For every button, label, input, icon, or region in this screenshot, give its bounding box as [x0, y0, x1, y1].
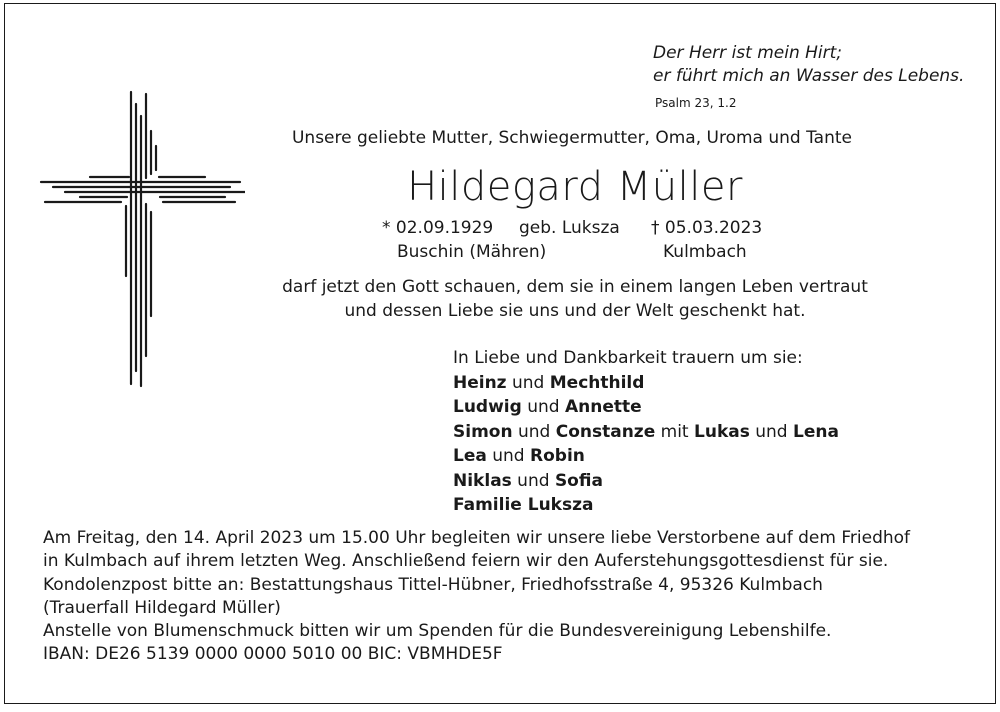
connector: und	[749, 421, 794, 442]
connector: mit	[655, 421, 695, 442]
death-date: † 05.03.2023	[651, 218, 763, 238]
message	[5, 275, 1000, 323]
mourner-name: Familie Luksza	[453, 495, 594, 515]
death-place: Kulmbach	[663, 242, 747, 262]
birth-place: Buschin (Mähren)	[397, 242, 547, 262]
mourner-name: Lena	[793, 421, 839, 442]
connector: und	[506, 372, 550, 393]
connector: und	[486, 446, 530, 466]
mourner-row	[453, 469, 839, 494]
mourner-name: Simon	[453, 421, 513, 442]
footer-line-1: Am Freitag, den 14. April 2023 um 15.00 Uhr begleiten wir unsere liebe Verstorbene auf dem Friedhof	[43, 528, 911, 548]
connector: und	[521, 397, 565, 417]
maiden-name: geb. Luksza	[519, 218, 620, 238]
mourner-name: Constanze	[555, 421, 656, 442]
verse-reference: Psalm 23, 1.2	[655, 96, 737, 110]
message-line-2: und dessen Liebe sie uns und der Welt geschenkt hat.	[344, 301, 806, 321]
mourner-name: Niklas	[453, 470, 512, 491]
mourner-row	[453, 371, 839, 396]
mourner-name: Annette	[564, 397, 642, 417]
mourner-name: Lukas	[694, 421, 750, 442]
mourner-name: Robin	[530, 446, 585, 466]
obituary-notice	[4, 3, 996, 704]
footer-line-5: Anstelle von Blumenschmuck bitten wir um Spenden für die Bundesvereinigung Lebenshilfe.	[43, 621, 832, 642]
footer-line-2: in Kulmbach auf ihrem letzten Weg. Anschließend feiern wir den Auferstehungsgottesdienst für sie.	[43, 551, 889, 572]
mourner-row	[453, 444, 839, 469]
footer-line-4: (Trauerfall Hildegard Müller)	[43, 597, 281, 618]
mourner-row	[453, 493, 839, 518]
mourners-list	[453, 346, 839, 518]
psalm-verse	[653, 42, 964, 88]
connector: und	[512, 421, 556, 442]
mourner-name: Ludwig	[453, 397, 522, 417]
message-line-1: darf jetzt den Gott schauen, dem sie in einem langen Leben vertraut	[282, 277, 868, 297]
connector: und	[511, 470, 555, 491]
funeral-details	[43, 527, 910, 667]
birth-date: * 02.09.1929	[382, 218, 494, 238]
footer-line-6: IBAN: DE26 5139 0000 0000 5010 00 BIC: VBMHDE5F	[43, 644, 503, 665]
mourner-row	[453, 420, 839, 445]
mourner-row	[453, 395, 839, 420]
verse-line-2: er führt mich an Wasser des Lebens.	[653, 66, 965, 86]
verse-line-1: Der Herr ist mein Hirt;	[653, 43, 843, 63]
mourner-name: Heinz	[453, 372, 507, 393]
intro-line: Unsere geliebte Mutter, Schwiegermutter, Oma, Uroma und Tante	[291, 128, 852, 148]
mourners-heading: In Liebe und Dankbarkeit trauern um sie:	[453, 348, 803, 368]
deceased-name: Hildegard Müller	[407, 164, 743, 210]
mourner-name: Sofia	[554, 470, 603, 491]
mourner-name: Lea	[453, 446, 487, 466]
footer-line-3: Kondolenzpost bitte an: Bestattungshaus Tittel-Hübner, Friedhofsstraße 4, 95326 Kulmbach	[43, 574, 823, 595]
mourner-name: Mechthild	[549, 372, 645, 393]
